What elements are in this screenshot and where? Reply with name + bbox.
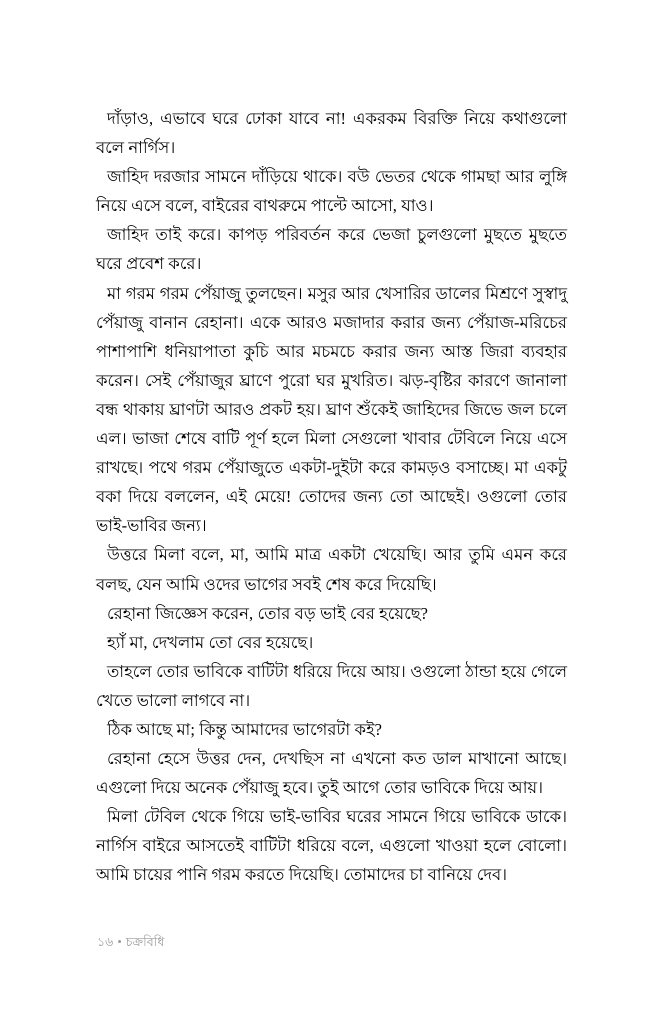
bullet-separator-icon: • xyxy=(117,935,122,949)
body-paragraph: মিলা টেবিল থেকে গিয়ে ভাই-ভাবির ঘরের সামনে গিয়ে ভাবিকে ডাকে। নার্গিস বাইরে আসতেই বাটিটা ধরিয়ে বলে, এগুলো খাওয়া হলে বোলো। আমি চায়ের পানি গরম করতে দিয়েছি। তোমাদের চা বানিয়ে দেব। xyxy=(96,807,567,885)
body-paragraph: রেহানা হেসে উত্তর দেন, দেখছিস না এখনো কত ডাল মাখানো আছে। এগুলো দিয়ে অনেক পেঁয়াজু হবে। তুই আগে তোর ভাবিকে দিয়ে আয়। xyxy=(96,749,567,798)
page-footer xyxy=(97,933,164,951)
page-text-column xyxy=(96,104,567,890)
body-paragraph: রেহানা জিজ্ঞেস করেন, তোর বড় ভাই বের হয়েছে? xyxy=(107,603,428,623)
body-paragraph: উত্তরে মিলা বলে, মা, আমি মাত্র একটা খেয়েছি। আর তুমি এমন করে বলছ, যেন আমি ওদের ভাগের সবই শেষ করে দিয়েছি। xyxy=(96,545,567,594)
body-paragraph: মা গরম গরম পেঁয়াজু তুলছেন। মসুর আর খেসারির ডালের মিশ্রণে সুস্বাদু পেঁয়াজু বানান রেহানা। একে আরও মজাদার করার জন্য পেঁয়াজ-মরিচের পাশাপাশি ধনিয়াপাতা কুচি আর মচমচে করার জন্য আস্ত জিরা ব্যবহার করেন। সেই পেঁয়াজুর ঘ্রাণে পুরো ঘর মুখরিত। ঝড়-বৃষ্টির কারণে জানালা বন্ধ থাকায় ঘ্রাণটা আরও প্রকট হয়। ঘ্রাণ শুঁকেই জাহিদের জিভে জল চলে এল। ভাজা শেষে বাটি পূর্ণ হলে মিলা সেগুলো খাবার টেবিলে নিয়ে এসে রাখছে। পথে গরম পেঁয়াজুতে একটা-দুইটা করে কামড়ও বসাচ্ছে। মা একটু বকা দিয়ে বললেন, এই মেয়ে! তোদের জন্য তো আছেই। ওগুলো তোর ভাই-ভাবির জন্য। xyxy=(96,283,567,536)
body-paragraph: জাহিদ দরজার সামনে দাঁড়িয়ে থাকে। বউ ভেতর থেকে গামছা আর লুঙ্গি নিয়ে এসে বলে, বাইরের বাথরুমে পাল্টে আসো, যাও। xyxy=(96,167,567,216)
body-paragraph: ঠিক আছে মা; কিন্তু আমাদের ভাগেরটা কই? xyxy=(107,719,382,739)
folio-page-number: ১৬ xyxy=(97,935,114,949)
body-paragraph: হ্যাঁ মা, দেখলাম তো বের হয়েছে। xyxy=(107,632,314,652)
body-paragraph: জাহিদ তাই করে। কাপড় পরিবর্তন করে ভেজা চুলগুলো মুছতে মুছতে ঘরে প্রবেশ করে। xyxy=(96,225,567,274)
body-paragraph: তাহলে তোর ভাবিকে বাটিটা ধরিয়ে দিয়ে আয়। ওগুলো ঠান্ডা হয়ে গেলে খেতে ভালো লাগবে না। xyxy=(96,661,567,710)
folio-book-title: চক্রবিধি xyxy=(125,935,165,949)
body-paragraph: দাঁড়াও, এভাবে ঘরে ঢোকা যাবে না! একরকম বিরক্তি নিয়ে কথাগুলো বলে নার্গিস। xyxy=(96,109,567,158)
